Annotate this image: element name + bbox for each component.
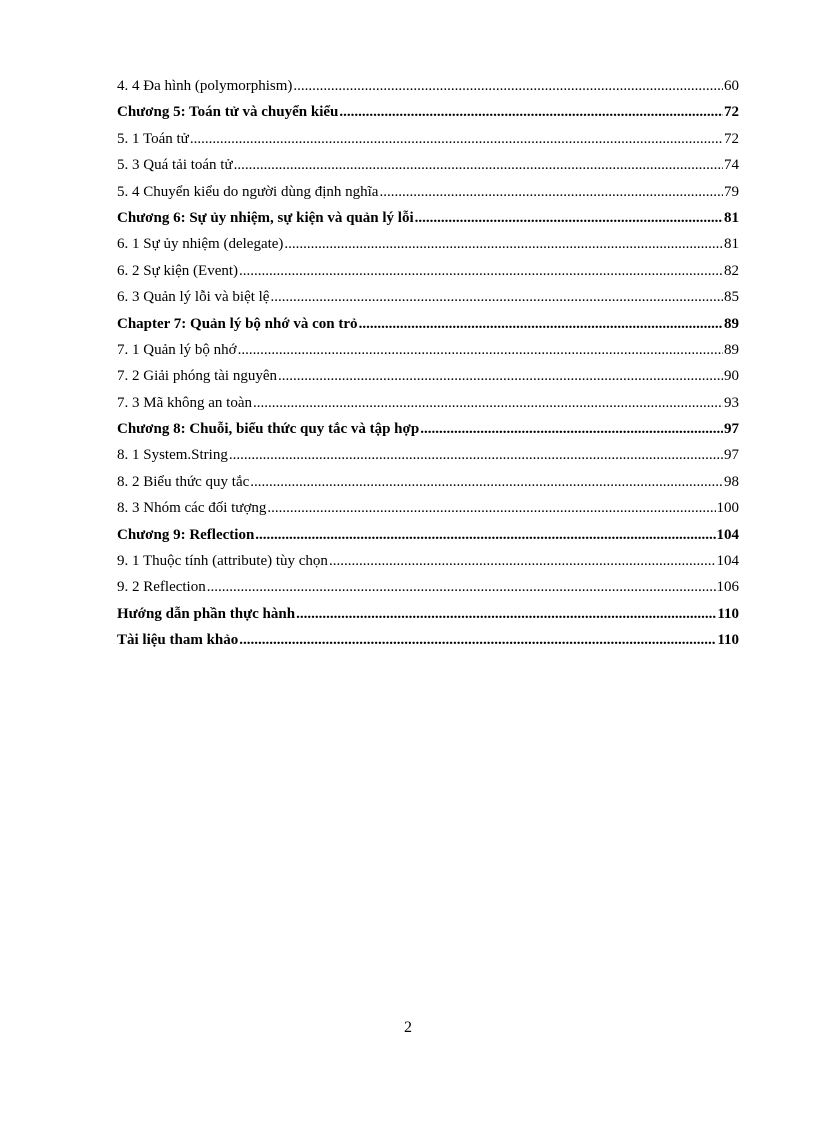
dot-leader: [284, 231, 723, 257]
toc-entry-title: 6. 3 Quản lý lỗi và biệt lệ: [117, 289, 270, 306]
dot-leader: [234, 152, 723, 178]
toc-entry[interactable]: [117, 73, 739, 99]
dot-leader: [250, 469, 723, 495]
dot-leader: [255, 522, 715, 548]
toc-entry[interactable]: [117, 627, 739, 653]
toc-entry-title: 6. 2 Sự kiện (Event): [117, 262, 239, 279]
toc-entry-title: 5. 3 Quá tải toán tử: [117, 157, 233, 174]
dot-leader: [339, 99, 723, 125]
dot-leader: [379, 179, 723, 205]
toc-entry-title: Chương 6: Sự ủy nhiệm, sự kiện và quản lý lỗi: [117, 209, 414, 226]
toc-entry-title: Chương 9: Reflection: [117, 526, 255, 543]
toc-entry[interactable]: [117, 284, 739, 310]
toc-entry-page: 82: [724, 262, 739, 279]
toc-entry-title: Tài liệu tham khảo: [117, 632, 239, 649]
dot-leader: [293, 73, 723, 99]
toc-entry-page: 81: [724, 236, 739, 253]
toc-entry[interactable]: [117, 258, 739, 284]
dot-leader: [420, 416, 723, 442]
toc-entry[interactable]: [117, 337, 739, 363]
dot-leader: [296, 601, 716, 627]
toc-entry[interactable]: [117, 363, 739, 389]
dot-leader: [190, 126, 723, 152]
page-number: 2: [404, 1019, 412, 1036]
toc-entry-title: Hướng dẫn phần thực hành: [117, 605, 296, 622]
toc-entry-page: 60: [724, 78, 739, 94]
toc-entry-title: 5. 1 Toán tử: [117, 130, 189, 147]
dot-leader: [239, 627, 716, 653]
dot-leader: [359, 311, 723, 337]
toc-entry-page: 90: [724, 368, 739, 385]
toc-entry-title: 8. 2 Biểu thức quy tắc: [117, 473, 250, 490]
toc-entry[interactable]: [117, 522, 739, 548]
toc-entry-page: 106: [716, 579, 739, 596]
dot-leader: [238, 337, 723, 363]
toc-entry-page: 104: [716, 526, 739, 543]
toc-entry[interactable]: [117, 442, 739, 468]
dot-leader: [239, 258, 723, 284]
toc-entry[interactable]: [117, 99, 739, 125]
toc-entry-page: 89: [724, 341, 739, 358]
toc-entry-title: 9. 2 Reflection: [117, 579, 206, 596]
toc-entry-page: 104: [716, 553, 739, 570]
toc-entry-page: 85: [724, 289, 739, 306]
toc-entry[interactable]: [117, 311, 739, 337]
toc-entry-title: 6. 1 Sự ủy nhiệm (delegate): [117, 236, 284, 253]
toc-entry[interactable]: [117, 390, 739, 416]
toc-entry-page: 110: [717, 605, 739, 622]
toc-entry[interactable]: [117, 152, 739, 178]
toc-entry-page: 79: [724, 183, 739, 200]
toc-entry-page: 89: [724, 315, 739, 332]
toc-entry-title: Chapter 7: Quản lý bộ nhớ và con trỏ: [117, 315, 358, 332]
toc-entry-title: 7. 1 Quản lý bộ nhớ: [117, 341, 237, 358]
toc-entry[interactable]: [117, 179, 739, 205]
toc-entry-page: 81: [724, 209, 739, 226]
toc-entry-page: 110: [717, 632, 739, 649]
dot-leader: [229, 442, 723, 468]
toc-entry-title: 7. 3 Mã không an toàn: [117, 394, 252, 411]
toc-entry[interactable]: [117, 416, 739, 442]
toc-entry[interactable]: [117, 548, 739, 574]
toc-entry[interactable]: [117, 601, 739, 627]
toc-entry-page: 74: [724, 157, 739, 174]
toc-entry[interactable]: [117, 205, 739, 231]
dot-leader: [253, 390, 723, 416]
toc-entry-page: 97: [724, 421, 739, 438]
dot-leader: [278, 363, 723, 389]
dot-leader: [270, 284, 723, 310]
dot-leader: [207, 574, 716, 600]
dot-leader: [329, 548, 716, 574]
toc-entry-page: 98: [724, 473, 739, 490]
toc-entry-page: 97: [724, 447, 739, 464]
toc-entry-title: 5. 4 Chuyển kiểu do người dùng định nghĩa: [117, 183, 379, 200]
toc-entry[interactable]: [117, 231, 739, 257]
toc-entry-title: Chương 5: Toán tử và chuyển kiểu: [117, 104, 339, 121]
dot-leader: [267, 495, 715, 521]
toc-entry[interactable]: [117, 495, 739, 521]
toc-entry-title: 7. 2 Giải phóng tài nguyên: [117, 368, 277, 385]
toc-entry-page: 72: [724, 130, 739, 147]
toc-entry[interactable]: [117, 469, 739, 495]
toc-entry-title: 4. 4 Đa hình (polymorphism): [117, 78, 293, 94]
toc-entry-title: 8. 1 System.String: [117, 447, 228, 464]
toc-entry-title: Chương 8: Chuỗi, biểu thức quy tắc và tập hợp: [117, 421, 420, 438]
dot-leader: [415, 205, 723, 231]
toc-entry-title: 9. 1 Thuộc tính (attribute) tùy chọn: [117, 553, 328, 570]
toc-entry[interactable]: [117, 574, 739, 600]
table-of-contents: [117, 73, 739, 654]
toc-entry-page: 93: [724, 394, 739, 411]
toc-entry-page: 100: [716, 500, 739, 517]
toc-entry-page: 72: [724, 104, 739, 121]
toc-entry-title: 8. 3 Nhóm các đối tượng: [117, 500, 267, 517]
toc-entry[interactable]: [117, 126, 739, 152]
